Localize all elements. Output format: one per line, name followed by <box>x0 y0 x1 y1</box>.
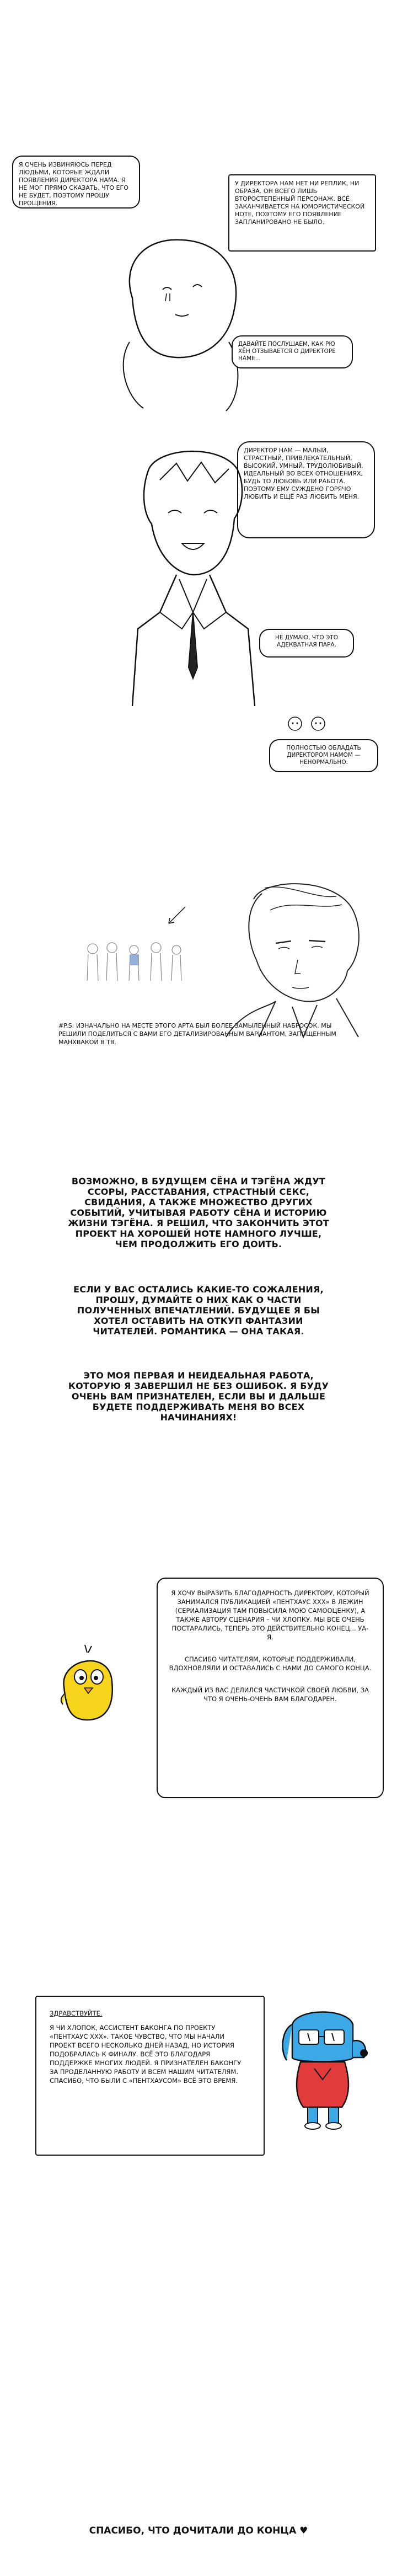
yellow-bird-mascot <box>54 1643 120 1725</box>
story-paragraph-1-text: ВОЗМОЖНО, В БУДУЩЕМ СЁНА И ТЭГЁНА ЖДУТ ССОРЫ, РАССТАВАНИЯ, СТРАСТНЫЙ СЕКС, СВИДАНИЯ, А ТАКЖЕ МНОЖЕСТВО ДРУГИХ СОБЫТИЙ, УЧИТЫВАЯ РАБОТУ СЁНА И ИСТОРИЮ ЖИЗНИ ТЭГЁНА. Я РЕШИЛ, ЧТО ЗАКОНЧИТЬ ЭТОТ ПРОЕКТ НА ХОРОШЕЙ НОТЕ НАМНОГО ЛУЧШЕ, ЧЕМ ПРОДОЛЖИТЬ ЕГО ДОИТЬ. <box>68 1176 329 1249</box>
story-paragraph-2-text: ЕСЛИ У ВАС ОСТАЛИСЬ КАКИЕ-ТО СОЖАЛЕНИЯ, ПРОШУ, ДУМАЙТЕ О НИХ КАК О ЧАСТИ ПОЛУЧЕННЫХ ВПЕЧАТЛЕНИЙ. БУДУЩЕЕ Я БЫ ХОТЕЛ ОСТАВИТЬ НА ОТКУП ФАНТАЗИИ ЧИТАТЕЛЕЙ. РОМАНТИКА — ОНА ТАКАЯ. <box>73 1284 324 1337</box>
speech-bubble-apology <box>12 156 140 209</box>
greeting-text: ЗДРАВСТВУЙТЕ. <box>50 2010 103 2017</box>
assistant-text: Я ЧИ ХЛОПОК, АССИСТЕНТ БАКОНГА ПО ПРОЕКТУ «ПЕНТХАУС XXX». ТАКОЕ ЧУВСТВО, ЧТО МЫ НАЧАЛИ ПРОЕКТ ВСЕГО НЕСКОЛЬКО ДНЕЙ НАЗАД, НО ИСТОРИЯ ПОДОБРАЛАСЬ К ФИНАЛУ. ВСЁ ЭТО БЛАГОДАРЯ ПОДДЕРЖКЕ МНОГИХ ЛЮДЕЙ. Я ПРИЗНАТЕЛЕН БАКОНГУ ЗА ПРОДЕЛАННУЮ РАБОТУ И ВСЕМ НАШИМ ЧИТАТЕЛЯМ. СПАСИБО, ЧТО БЫЛИ С «ПЕНТХАУСОМ» ВСЁ ЭТО ВРЕМЯ. <box>50 2024 242 2085</box>
ending-thanks <box>0 2525 397 2536</box>
nam-explanation-text: У ДИРЕКТОРА НАМ НЕТ НИ РЕПЛИК, НИ ОБРАЗА. ОН ВСЕГО ЛИШЬ ВТОРОСТЕПЕННЫЙ ПЕРСОНАЖ. ВСЁ ЗАКАНЧИВАЕТСЯ НА ЮМОРИСТИЧЕСКОЙ НОТЕ, ПОЭТОМУ ЕГО ПОЯВЛЕНИЕ ЗАПЛАНИРОВАНО НЕ БЫЛО. <box>235 180 365 226</box>
ending-thanks-text: СПАСИБО, ЧТО ДОЧИТАЛИ ДО КОНЦА ♥ <box>89 2525 308 2536</box>
arrow-icon <box>165 905 187 927</box>
small-group-sketch <box>82 938 192 982</box>
story-paragraph-3-text: ЭТО МОЯ ПЕРВАЯ И НЕИДЕАЛЬНАЯ РАБОТА, КОТОРУЮ Я ЗАВЕРШИЛ НЕ БЕЗ ОШИБОК. Я БУДУ ОЧЕНЬ ВАМ ПРИЗНАТЕЛЕН, ЕСЛИ ВЫ И ДАЛЬШЕ БУДЕТЕ ПОДДЕРЖИВАТЬ МЕНЯ ВО ВСЕХ НАЧИНАНИЯХ! <box>68 1370 329 1423</box>
apology-text: Я ОЧЕНЬ ИЗВИНЯЮСЬ ПЕРЕД ЛЮДЬМИ, КОТОРЫЕ ЖДАЛИ ПОЯВЛЕНИЯ ДИРЕКТОРА НАМА. Я НЕ МОГ ПРЯМО СКАЗАТЬ, ЧТО ЕГО НЕ БУДЕТ, ПОЭТОМУ ПРОШУ ПРОЩЕНИЯ. <box>19 161 128 207</box>
thanks-paragraph-3: КАЖДЫЙ ИЗ ВАС ДЕЛИЛСЯ ЧАСТИЧКОЙ СВОЕЙ ЛЮБВИ, ЗА ЧТО Я ОЧЕНЬ-ОЧЕНЬ ВАМ БЛАГОДАРЕН. <box>171 1686 369 1703</box>
assistant-message-box <box>35 1996 265 2156</box>
smiling-man-illustration <box>127 447 259 706</box>
pair-text: НЕ ДУМАЮ, ЧТО ЭТО АДЕКВАТНАЯ ПАРА. <box>275 634 338 648</box>
own-text: ПОЛНОСТЬЮ ОБЛАДАТЬ ДИРЕКТОРОМ НАМОМ — НЕНОРМАЛЬНО. <box>286 745 361 766</box>
lets-listen-text: ДАВАЙТЕ ПОСЛУШАЕМ, КАК РЮ ХЁН ОТЗЫВАЕТСЯ О ДИРЕКТОРЕ НАМЕ... <box>238 341 336 362</box>
detailed-man-portrait <box>210 877 375 1037</box>
thanks-paragraph-1: Я ХОЧУ ВЫРАЗИТЬ БЛАГОДАРНОСТЬ ДИРЕКТОРУ, КОТОРЫЙ ЗАНИМАЛСЯ ПУБЛИКАЦИЕЙ «ПЕНТХАУС XXX» В ЛЕЖИН (СЕРИАЛИЗАЦИЯ ТАМ ПОВЫСИЛА МОЮ САМООЦЕНКУ), А ТАКЖЕ АВТОРУ СЦЕНАРИЯ – ЧИ ХЛОПКУ. МЫ ВСЕ ОЧЕНЬ ПОСТАРАЛИСЬ, ТЕПЕРЬ ЭТО ДЕЙСТВИТЕЛЬНО КОНЕЦ... УА-Я. <box>171 1589 369 1641</box>
speech-bubble-pair <box>259 629 354 658</box>
thanks-paragraph-2: СПАСИБО ЧИТАТЕЛЯМ, КОТОРЫЕ ПОДДЕРЖИВАЛИ, ВДОХНОВЛЯЛИ И ОСТАВАЛИСЬ С НАМИ ДО САМОГО КОНЦА. <box>169 1655 372 1672</box>
blue-dog-mascot <box>276 2008 369 2135</box>
story-paragraph-2 <box>66 1284 331 1337</box>
story-paragraph-1 <box>66 1176 331 1249</box>
speech-bubble-lets-listen <box>232 335 353 368</box>
author-thanks-box <box>157 1578 384 1798</box>
chibi-head-illustration <box>110 232 254 414</box>
ryu-hyun-text: ДИРЕКТОР НАМ — МАЛЫЙ, СТРАСТНЫЙ, ПРИВЛЕКАТЕЛЬНЫЙ, ВЫСОКИЙ, УМНЫЙ, ТРУДОЛЮБИВЫЙ, ИДЕАЛЬНЫЙ ВО ВСЕХ ОТНОШЕНИЯХ, БУДЬ ТО ЛЮБОВЬ ИЛИ РАБОТА. ПОЭТОМУ ЕМУ СУЖДЕНО ГОРЯЧО ЛЮБИТЬ И ЕЩЁ РАЗ ЛЮБИТЬ МЕНЯ. <box>244 447 363 500</box>
ps-caption <box>58 1022 347 1046</box>
ps-caption-text: #P.S: ИЗНАЧАЛЬНО НА МЕСТЕ ЭТОГО АРТА БЫЛ БОЛЕЕ ЗАМЫЛЕННЫЙ НАБРОСОК. МЫ РЕШИЛИ ПОДЕЛИТЬСЯ С ВАМИ ЕГО ДЕТАЛИЗИРОВАННЫМ ВАРИАНТОМ, ЗАПОЩЕННЫМ МАНХВАКОЙ В ТВ. <box>58 1022 336 1046</box>
story-paragraph-3 <box>66 1370 331 1423</box>
speech-bubble-own <box>269 739 378 772</box>
tiny-chibi-pair-illustration <box>284 715 334 735</box>
